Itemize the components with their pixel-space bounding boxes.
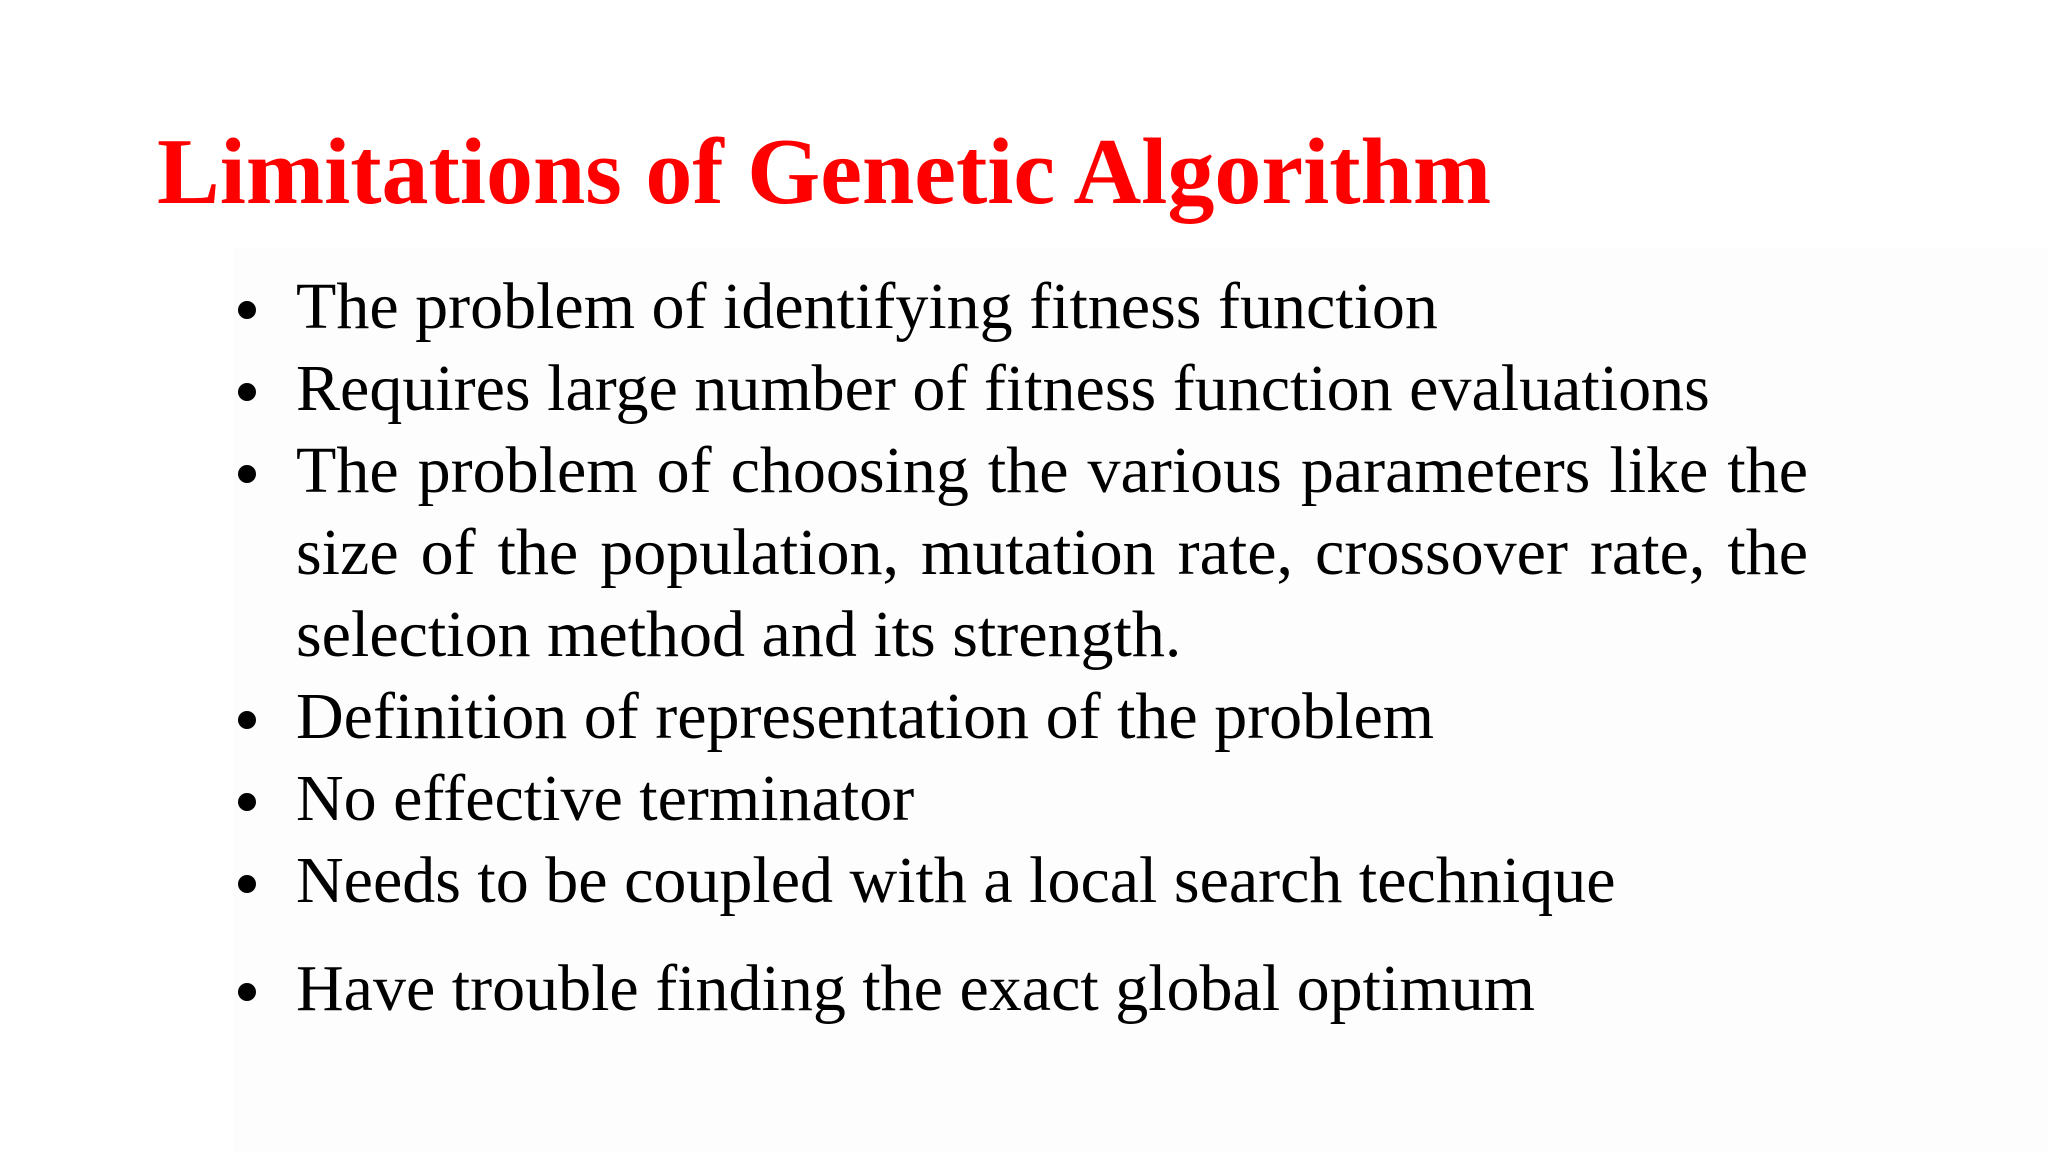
bullet-text: The problem of choosing the various parameters like the size of the population, mutation rate, crossover rate, the selection method and its strength. xyxy=(296,434,1808,671)
bullet-icon xyxy=(238,793,256,811)
list-item xyxy=(238,840,1808,922)
bullet-text: The problem of identifying fitness function xyxy=(296,270,1438,343)
bullet-text: Definition of representation of the problem xyxy=(296,680,1435,753)
bullet-text: Needs to be coupled with a local search technique xyxy=(296,844,1616,917)
list-item xyxy=(238,948,1808,1030)
bullet-icon xyxy=(238,465,256,483)
list-item xyxy=(238,676,1808,758)
bullet-list xyxy=(238,266,1808,1030)
list-item xyxy=(238,758,1808,840)
bullet-icon xyxy=(238,983,256,1001)
bullet-icon xyxy=(238,875,256,893)
bullet-icon xyxy=(238,711,256,729)
slide-title: Limitations of Genetic Algorithm xyxy=(157,120,1492,224)
bullet-icon xyxy=(238,383,256,401)
list-item xyxy=(238,430,1808,676)
bullet-icon xyxy=(238,301,256,319)
bullet-text: Have trouble finding the exact global optimum xyxy=(296,952,1536,1025)
bullet-text: Requires large number of fitness function evaluations xyxy=(296,352,1710,425)
list-item xyxy=(238,266,1808,348)
list-item xyxy=(238,348,1808,430)
bullet-text: No effective terminator xyxy=(296,762,915,835)
